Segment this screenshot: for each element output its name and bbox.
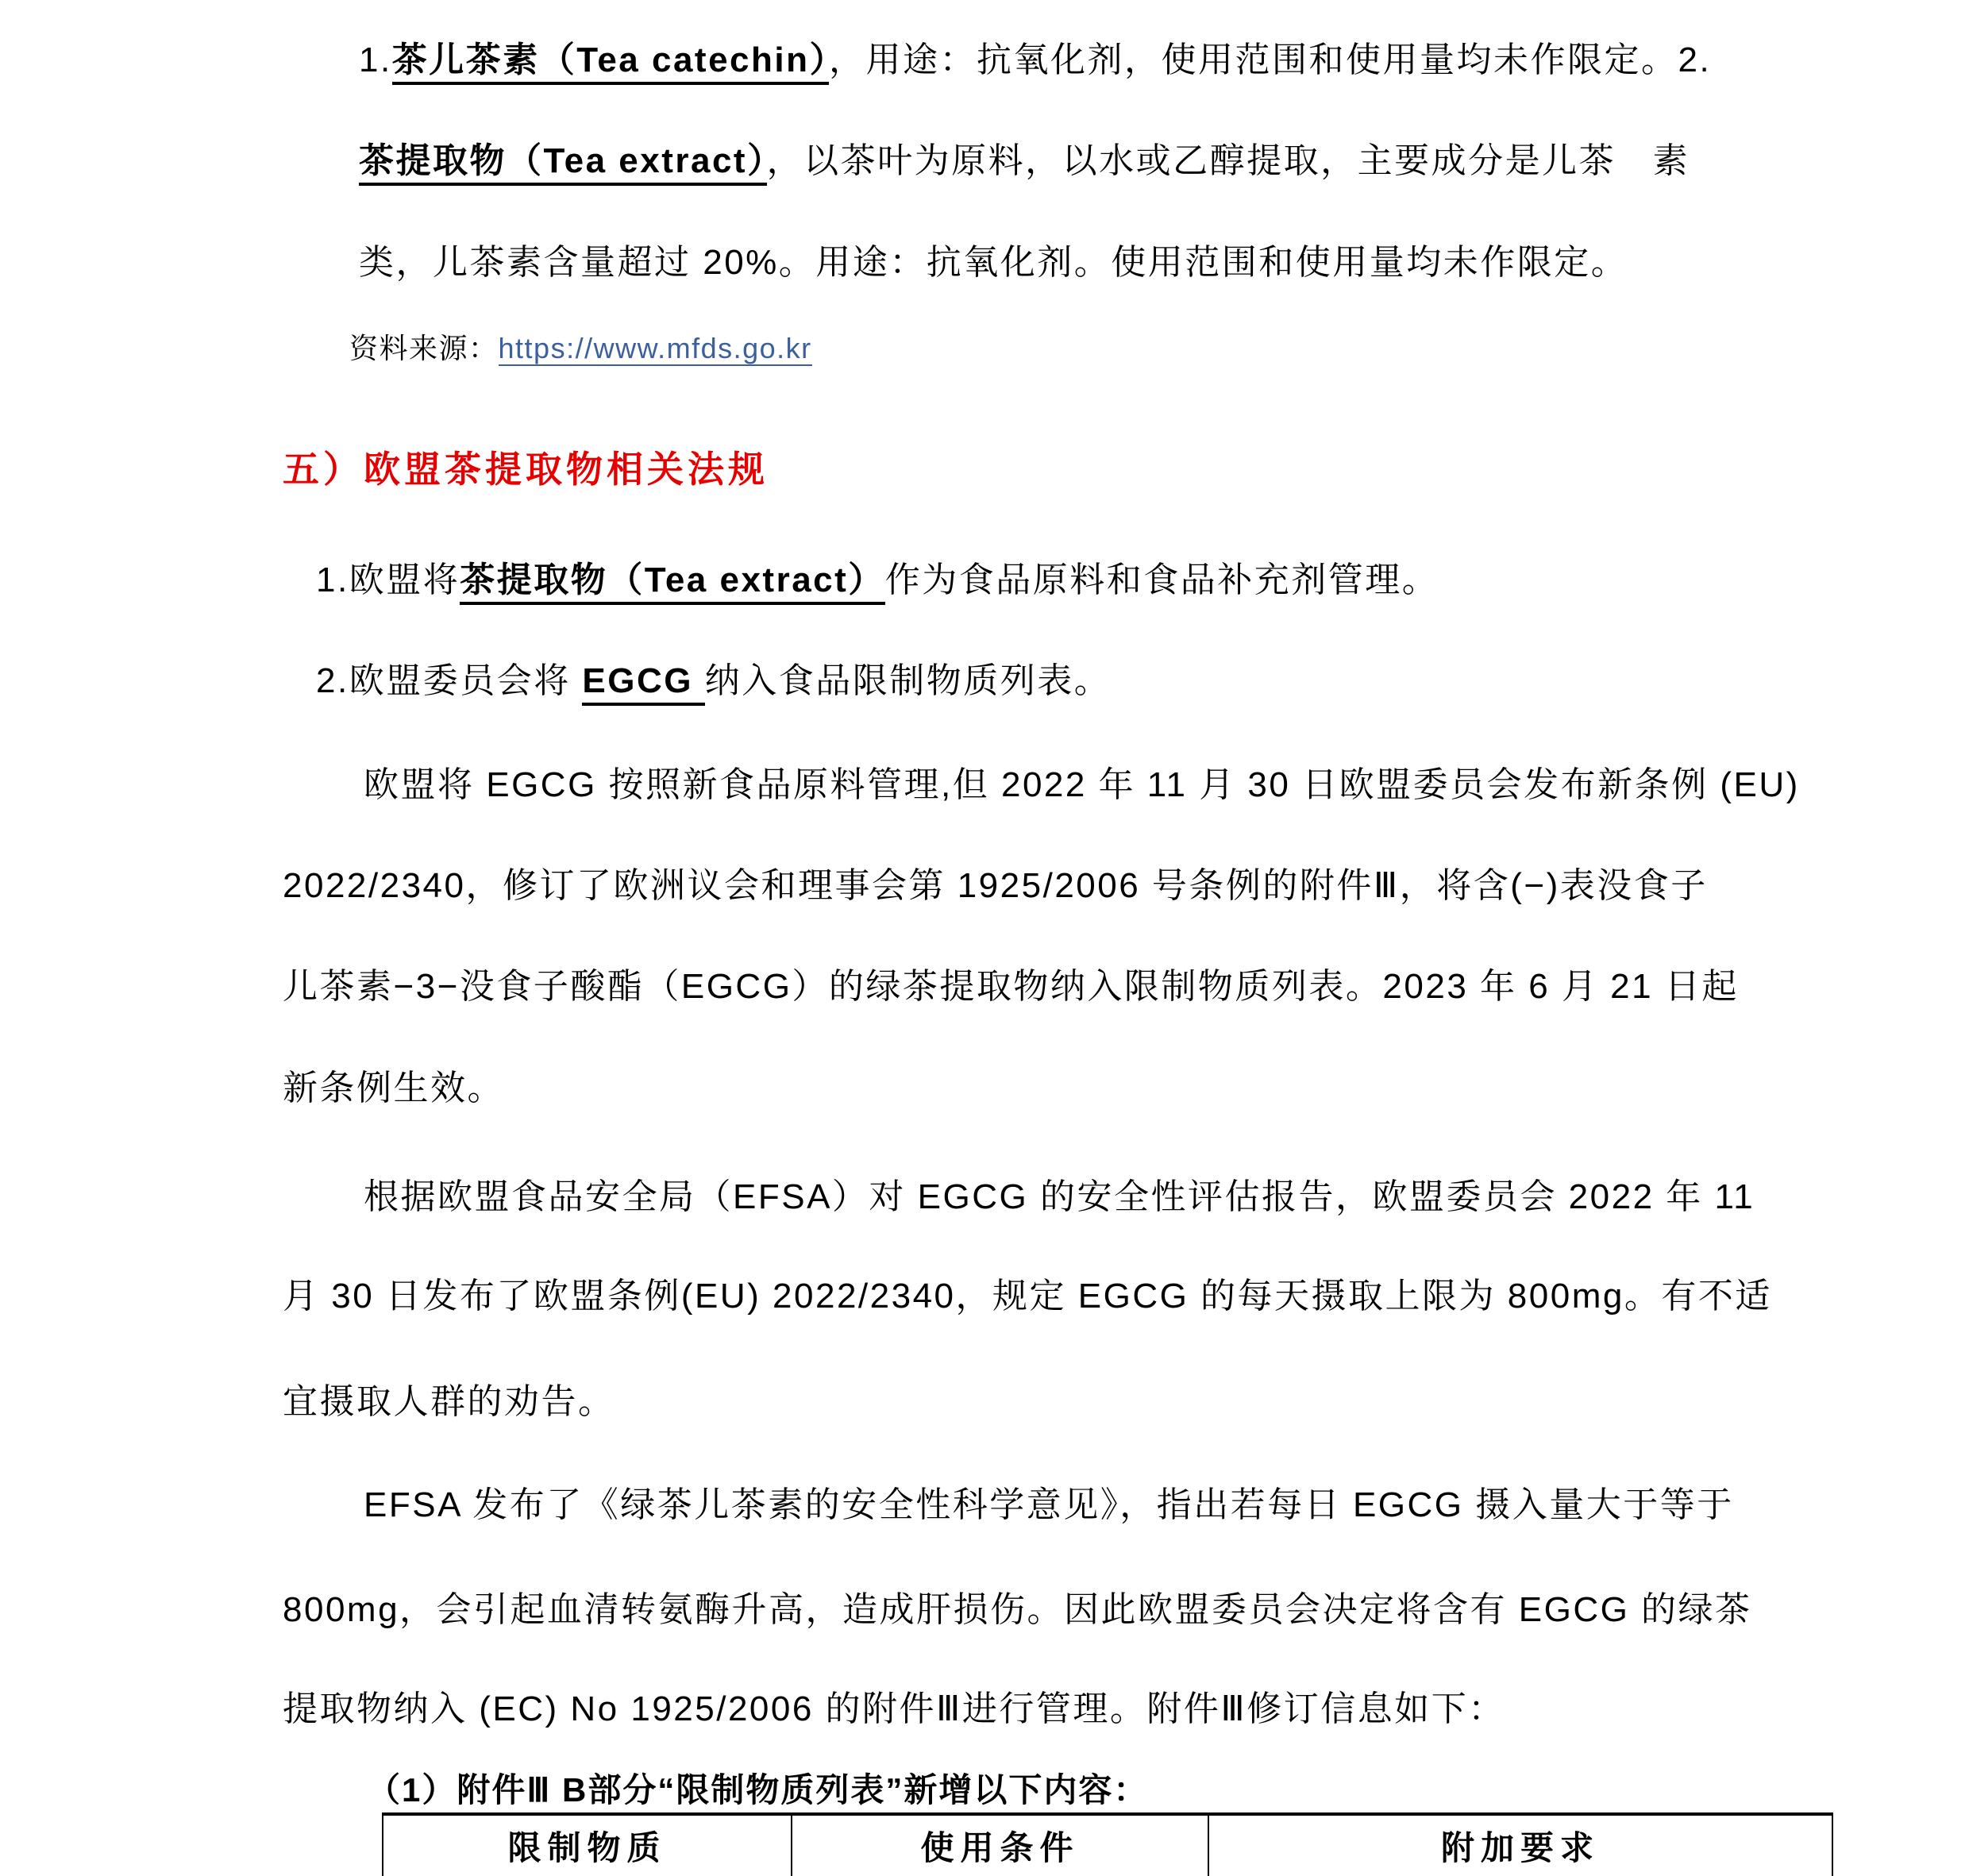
- paragraph-1-line-2: 2022/2340，修订了欧洲议会和理事会第 1925/2006 号条例的附件Ⅲ，将含(−)表没食子: [283, 866, 1708, 905]
- annex-note: （1）附件Ⅲ B部分“限制物质列表”新增以下内容：: [367, 1771, 1149, 1809]
- text-segment: ，以茶叶为原料，以水或乙醇提取，主要成分是儿茶 素: [766, 141, 1690, 180]
- annex-table: [382, 1812, 1833, 1876]
- source-label: 资料来源：: [349, 332, 499, 364]
- paragraph-2-line-2: 月 30 日发布了欧盟条例(EU) 2022/2340，规定 EGCG 的每天摄取上限为 800mg。有不适: [283, 1277, 1772, 1316]
- paragraph-1-line-1: 欧盟将 EGCG 按照新食品原料管理,但 2022 年 11 月 30 日欧盟委员会发布新条例 (EU): [364, 765, 1800, 804]
- eu-item-2: [316, 657, 1111, 706]
- paragraph-1-line-3: 儿茶素−3−没食子酸酯（EGCG）的绿茶提取物纳入限制物质列表。2023 年 6 月 21 日起: [283, 967, 1739, 1006]
- annex-col-additional-requirements: 附加要求: [1208, 1814, 1832, 1876]
- list-number: 1.: [359, 40, 392, 79]
- paragraph-1-line-4: 新条例生效。: [283, 1069, 504, 1107]
- text-segment: 作为食品原料和食品补充剂管理。: [884, 560, 1439, 599]
- eu-item-1: [316, 556, 1439, 605]
- tea-extract-term: 茶提取物（Tea extract）: [460, 560, 885, 605]
- annex-col-restricted-substance: 限制物质: [383, 1814, 792, 1876]
- source-link[interactable]: https://www.mfds.go.kr: [498, 332, 812, 364]
- korea-list-line-3: 类，儿茶素含量超过 20%。用途：抗氧化剂。使用范围和使用量均未作限定。: [359, 243, 1628, 282]
- korea-list-line-2: [359, 137, 1690, 186]
- tea-catechin-term: 茶儿茶素（Tea catechin）: [392, 40, 829, 85]
- text-segment: 2.欧盟委员会将: [316, 661, 583, 700]
- section-heading: 五）欧盟茶提取物相关法规: [283, 449, 769, 490]
- paragraph-2-line-3: 宜摄取人群的劝告。: [283, 1382, 615, 1421]
- annex-table-header-row: [383, 1814, 1832, 1876]
- annex-col-use-conditions: 使用条件: [792, 1814, 1208, 1876]
- egcg-term: EGCG: [582, 661, 704, 706]
- korea-list-line-1: [359, 36, 1711, 85]
- text-segment: 1.欧盟将: [316, 560, 460, 599]
- text-segment: 纳入食品限制物质列表。: [704, 661, 1112, 700]
- paragraph-2-line-1: 根据欧盟食品安全局（EFSA）对 EGCG 的安全性评估报告，欧盟委员会 2022 年 11: [364, 1177, 1755, 1216]
- text-segment: ，用途：抗氧化剂，使用范围和使用量均未作限定。2.: [829, 40, 1712, 79]
- source-line: [349, 324, 812, 373]
- paragraph-3-line-3: 提取物纳入 (EC) No 1925/2006 的附件Ⅲ进行管理。附件Ⅲ修订信息如下：: [283, 1689, 1505, 1728]
- paragraph-3-line-2: 800mg，会引起血清转氨酶升高，造成肝损伤。因此欧盟委员会决定将含有 EGCG 的绿茶: [283, 1590, 1752, 1629]
- paragraph-3-line-1: EFSA 发布了《绿茶儿茶素的安全性科学意见》，指出若每日 EGCG 摄入量大于等于: [364, 1485, 1734, 1524]
- tea-extract-term: 茶提取物（Tea extract）: [359, 141, 767, 186]
